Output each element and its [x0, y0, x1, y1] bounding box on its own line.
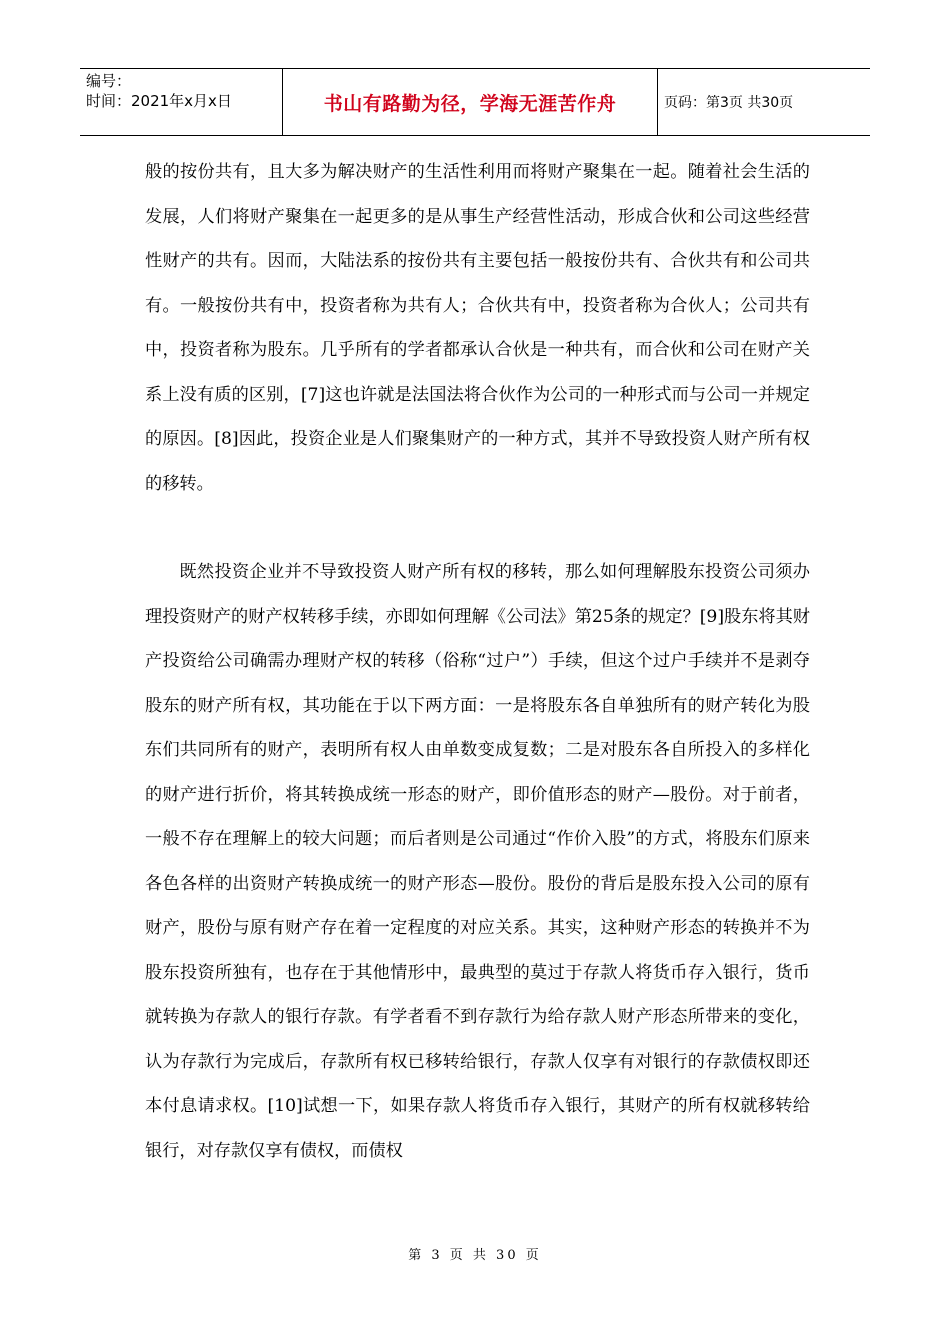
document-body: [145, 150, 810, 1173]
header-motto-cell: [283, 69, 658, 135]
body-paragraph: 般的按份共有，且大多为解决财产的生活性利用而将财产聚集在一起。随着社会生活的发展，人们将财产聚集在一起更多的是从事生产经营性活动，形成合伙和公司这些经营性财产的共有。因而，大陆法系的按份共有主要包括一般按份共有、合伙共有和公司共有。一般按份共有中，投资者称为共有人；合伙共有中，投资者称为合伙人；公司共有中，投资者称为股东。几乎所有的学者都承认合伙是一种共有，而合伙和公司在财产关系上没有质的区别，[7]这也许就是法国法将合伙作为公司的一种形式而与公司一并规定的原因。[8]因此，投资企业是人们聚集财产的一种方式，其并不导致投资人财产所有权的移转。: [145, 162, 810, 494]
motto-text: 书山有路勤为径，学海无涯苦作舟: [323, 92, 617, 115]
page-header: [80, 68, 870, 136]
document-date: 时间：2021年x月x日: [86, 92, 232, 110]
document-number-label: 编号：: [86, 72, 132, 90]
body-paragraph: 既然投资企业并不导致投资人财产所有权的移转，那么如何理解股东投资公司须办理投资财产的财产权转移手续，亦即如何理解《公司法》第25条的规定？[9]股东将其财产投资给公司确需办理财产权的转移（俗称“过户”）手续，但这个过户手续并不是剥夺股东的财产所有权，其功能在于以下两方面：一是将股东各自单独所有的财产转化为股东们共同所有的财产，表明所有权人由单数变成复数；二是对股东各自所投入的多样化的财产进行折价，将其转换成统一形态的财产，即价值形态的财产—股份。对于前者，一般不存在理解上的较大问题；而后者则是公司通过“作价入股”的方式，将股东们原来各色各样的出资财产转换成统一的财产形态—股份。股份的背后是股东投入公司的原有财产，股份与原有财产存在着一定程度的对应关系。其实，这种财产形态的转换并不为股东投资所独有，也存在于其他情形中，最典型的莫过于存款人将货币存入银行，货币就转换为存款人的银行存款。有学者看不到存款行为给存款人财产形态所带来的变化，认为存款行为完成后，存款所有权已移转给银行，存款人仅享有对银行的存款债权即还本付息请求权。[10]试想一下，如果存款人将货币存入银行，其财产的所有权就移转给银行，对存款仅享有债权，而债权: [145, 562, 810, 1161]
header-page-cell: [658, 69, 870, 135]
page-footer: 第 3 页 共 30 页: [408, 1248, 542, 1263]
header-meta: [80, 69, 283, 135]
header-page-number: 页码：第3页 共30页: [664, 95, 794, 111]
